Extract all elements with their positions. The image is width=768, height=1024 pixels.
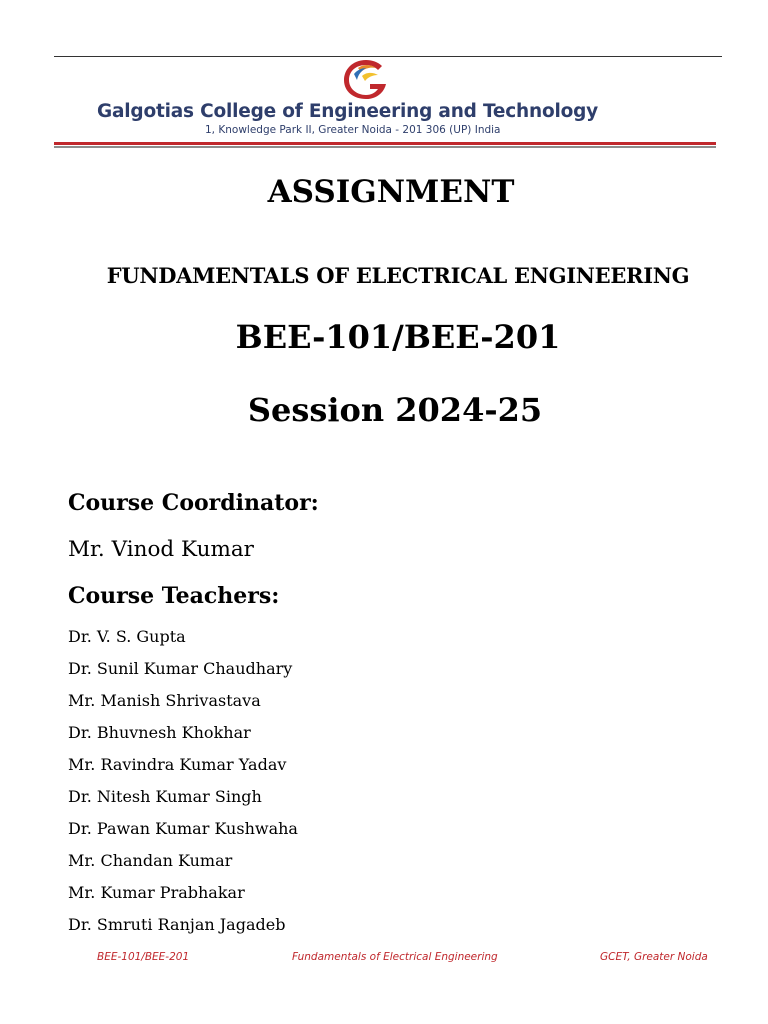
footer-subject: Fundamentals of Electrical Engineering	[292, 951, 498, 963]
teacher-name: Dr. Sunil Kumar Chaudhary	[68, 659, 293, 678]
footer-institution: GCET, Greater Noida	[600, 951, 708, 963]
teacher-name: Mr. Kumar Prabhakar	[68, 883, 245, 902]
college-address: 1, Knowledge Park II, Greater Noida - 201 306 (UP) India	[205, 124, 501, 136]
teacher-name: Mr. Chandan Kumar	[68, 851, 233, 870]
teacher-name: Mr. Manish Shrivastava	[68, 691, 261, 710]
session-label: Session 2024-25	[247, 391, 543, 429]
teacher-list	[68, 626, 298, 946]
subject-title: FUNDAMENTALS OF ELECTRICAL ENGINEERING	[106, 263, 690, 288]
teachers-heading: Course Teachers:	[68, 583, 280, 609]
teacher-name: Dr. V. S. Gupta	[68, 627, 186, 646]
header-divider-gray	[54, 146, 716, 148]
course-code: BEE-101/BEE-201	[235, 318, 561, 356]
header-divider-red	[54, 142, 716, 145]
college-logo-icon	[338, 56, 394, 102]
coordinator-name: Mr. Vinod Kumar	[68, 537, 254, 562]
teacher-name: Dr. Pawan Kumar Kushwaha	[68, 819, 298, 838]
footer-course-code: BEE-101/BEE-201	[97, 951, 190, 963]
coordinator-heading: Course Coordinator:	[68, 490, 319, 516]
teacher-name: Dr. Nitesh Kumar Singh	[68, 787, 262, 806]
document-title: ASSIGNMENT	[267, 174, 515, 210]
college-name: Galgotias College of Engineering and Technology	[97, 101, 599, 122]
teacher-name: Dr. Bhuvnesh Khokhar	[68, 723, 251, 742]
teacher-name: Mr. Ravindra Kumar Yadav	[68, 755, 287, 774]
teacher-name: Dr. Smruti Ranjan Jagadeb	[68, 915, 286, 934]
